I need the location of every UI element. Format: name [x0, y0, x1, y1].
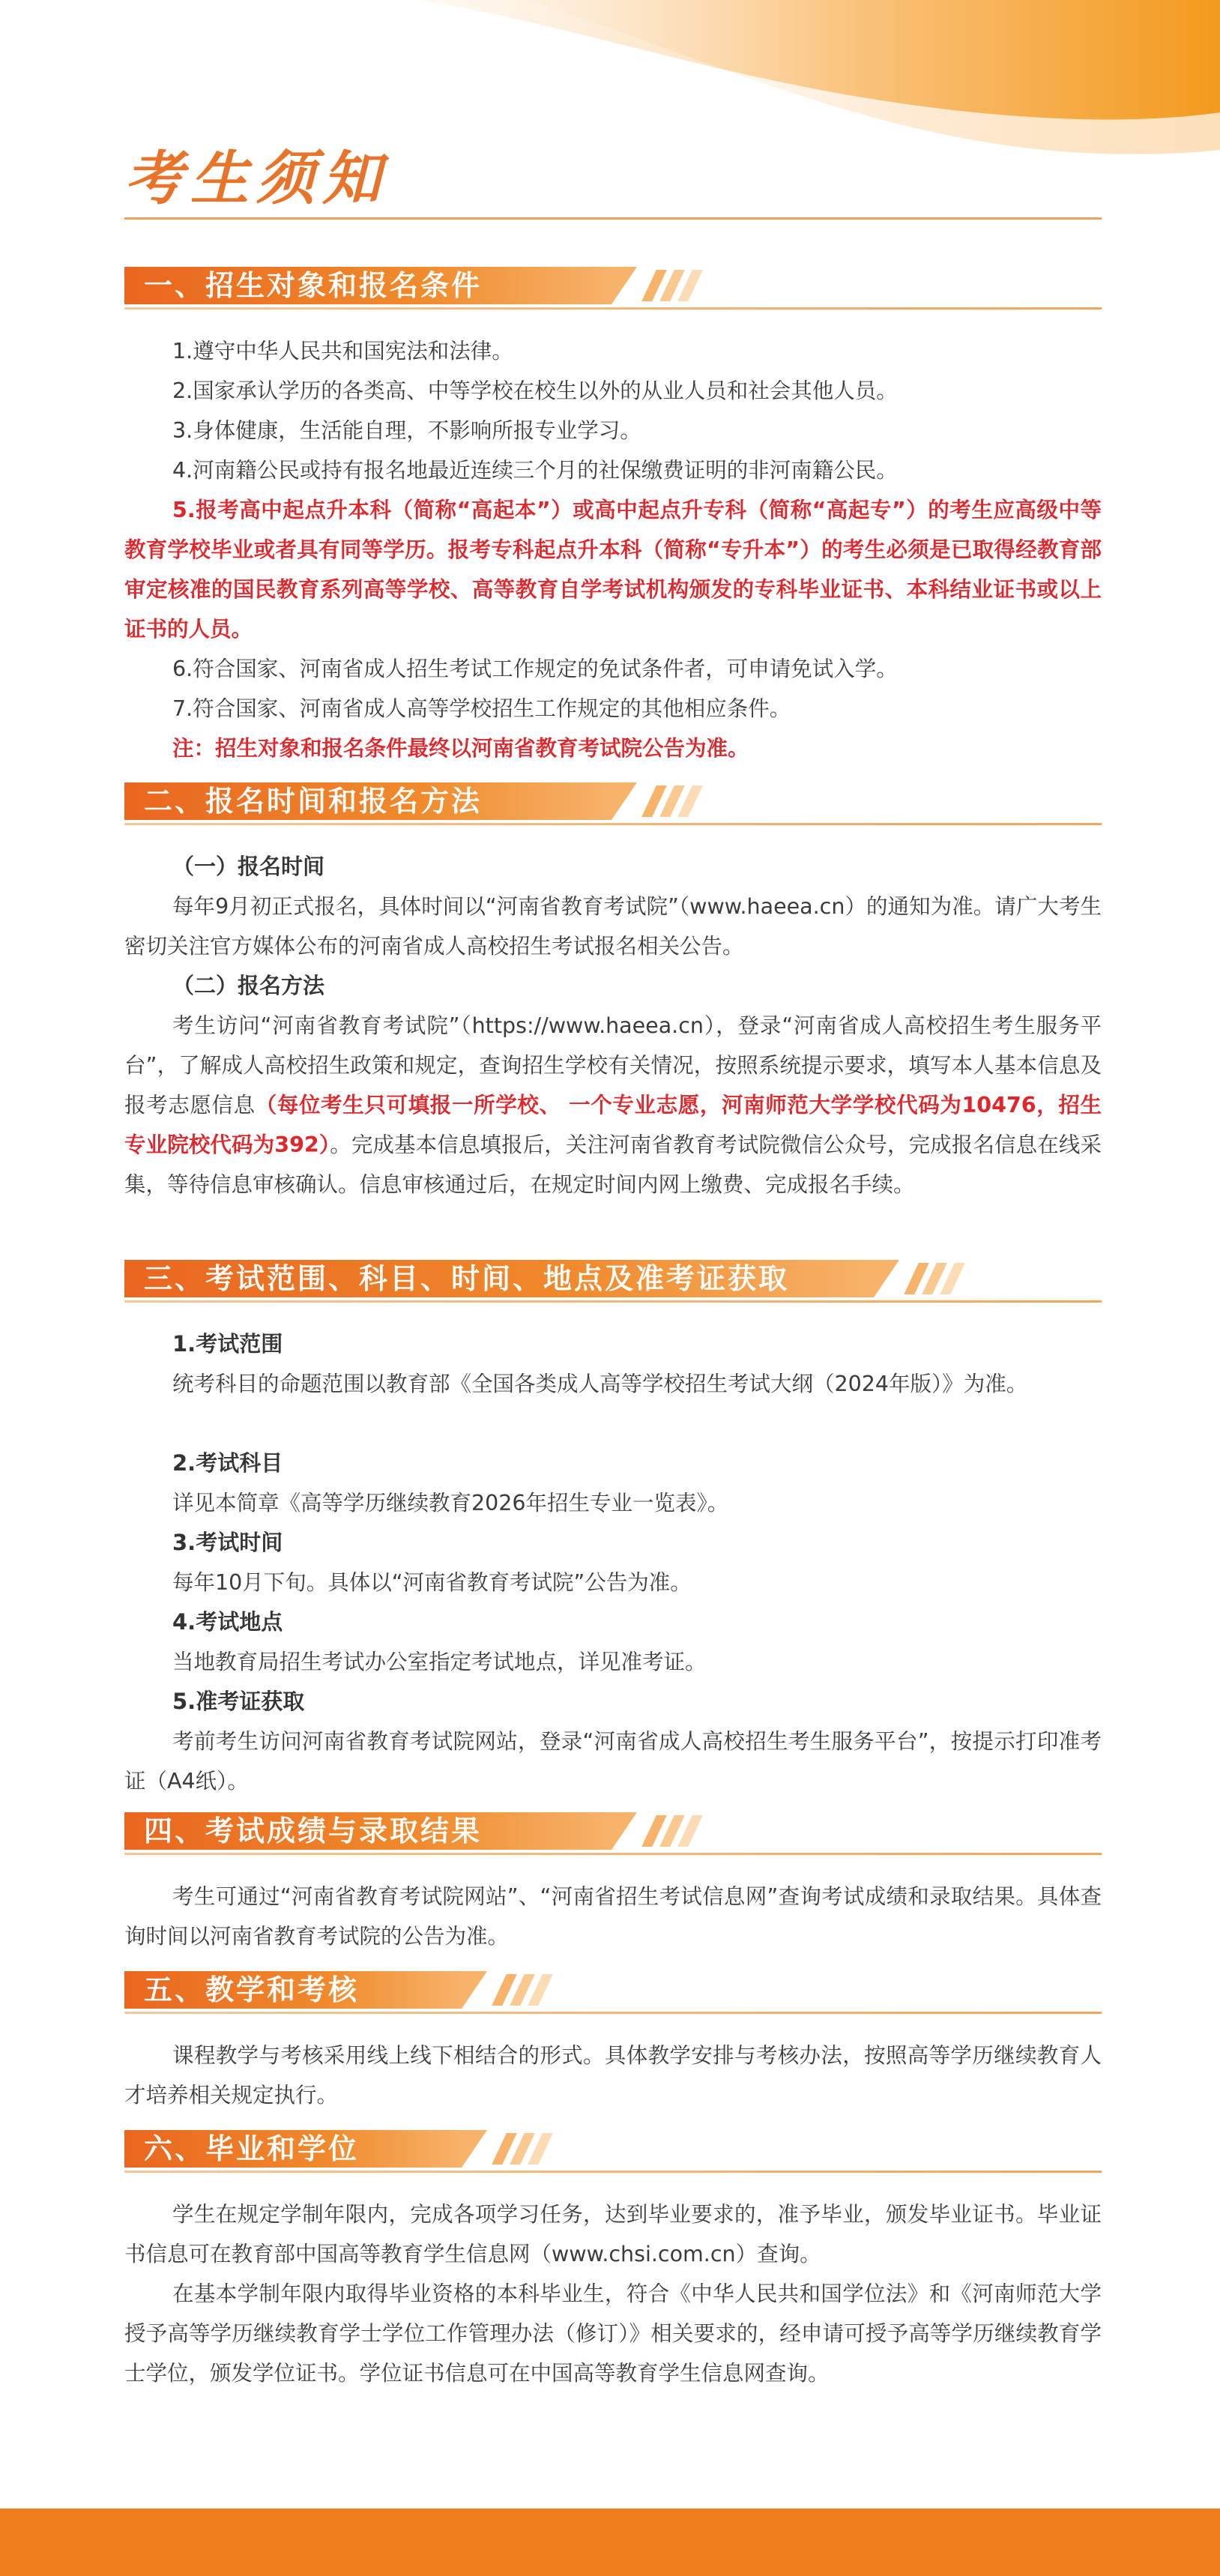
title-divider — [124, 217, 1102, 220]
list-item: 6.符合国家、河南省成人招生考试工作规定的免试条件者，可申请免试入学。 — [172, 657, 898, 681]
paragraph: 当地教育局招生考试办公室指定考试地点，详见准考证。 — [172, 1650, 707, 1674]
paragraph: 课程教学与考核采用线上线下相结合的形式。具体教学安排与考核办法，按照高等学历继续教育人才培养相关规定执行。 — [124, 2043, 1102, 2108]
list-item: 1.遵守中华人民共和国宪法和法律。 — [172, 339, 513, 364]
paragraph: 学生在规定学制年限内，完成各项学习任务，达到毕业要求的，准予毕业，颁发毕业证书。毕业证书信息可在教育部中国高等教育学生信息网（www.chsi.com.cn）查询。 — [124, 2202, 1102, 2266]
list-item: 3.身体健康，生活能自理，不影响所报专业学习。 — [172, 418, 641, 443]
highlight-text: （每位考生只可填报一所学校、 一个专业志愿，河南师范大学学校代码为10476，招生专业院校代码为392） — [124, 1093, 1102, 1157]
subheading: 4.考试地点 — [172, 1609, 283, 1635]
page-title: 考生须知 — [124, 145, 389, 213]
section-heading-label: 五、教学和考核 — [144, 1973, 360, 2006]
subheading: 2.考试科目 — [172, 1450, 283, 1476]
heading-stripes-decoration — [641, 1812, 724, 1850]
section-heading-label: 三、考试范围、科目、时间、地点及准考证获取 — [144, 1262, 790, 1295]
paragraph: 考生可通过“河南省教育考试院网站”、“河南省招生考试信息网”查询考试成绩和录取结果。具体查询时间以河南省教育考试院的公告为准。 — [124, 1884, 1102, 1949]
paragraph: 在基本学制年限内取得毕业资格的本科毕业生，符合《中华人民共和国学位法》和《河南师范大学授予高等学历继续教育学士学位工作管理办法（修订）》相关要求的，经申请可授予高等学历继续教育学士学位，颁发学位证书。学位证书信息可在中国高等教育学生信息网查询。 — [124, 2281, 1102, 2386]
subheading: （一）报名时间 — [172, 854, 325, 879]
heading-stripes-decoration — [492, 2130, 574, 2168]
paragraph: 考前考生访问河南省教育考试院网站，登录“河南省成人高校招生考生服务平台”，按提示打印准考证（A4纸）。 — [124, 1729, 1102, 1794]
subheading: 1.考试范围 — [172, 1331, 283, 1357]
section-heading-label: 四、考试成绩与录取结果 — [144, 1815, 483, 1847]
paragraph: 详见本简章《高等学历继续教育2026年招生专业一览表》。 — [172, 1491, 729, 1515]
subheading: （二）报名方法 — [172, 973, 325, 998]
list-item: 2.国家承认学历的各类高、中等学校在校生以外的从业人员和社会其他人员。 — [172, 378, 898, 403]
heading-stripes-decoration — [641, 782, 724, 820]
paragraph-text: 考生访问“河南省教育考试院”（https://www.haeea.cn），登录“河南省成人高校招生考生服务平台”，了解成人高校招生政策和规定，查询招生学校有关情况，按照系统提示要求，填写本人基本信息及报考志愿信息 — [124, 1013, 1102, 1117]
list-item: 7.符合国家、河南省成人高等学校招生工作规定的其他相应条件。 — [172, 696, 791, 721]
paragraph: 每年10月下旬。具体以“河南省教育考试院”公告为准。 — [172, 1570, 692, 1595]
list-item: 4.河南籍公民或持有报名地最近连续三个月的社保缴费证明的非河南籍公民。 — [172, 458, 898, 483]
paragraph: 每年9月初正式报名，具体时间以“河南省教育考试院”（www.haeea.cn）的通知为准。请广大考生密切关注官方媒体公布的河南省成人高校招生考试报名相关公告。 — [124, 894, 1102, 959]
subheading: 3.考试时间 — [172, 1530, 283, 1555]
section-note: 注：招生对象和报名条件最终以河南省教育考试院公告为准。 — [172, 736, 749, 761]
paragraph-text: 。完成基本信息填报后，关注河南省教育考试院微信公众号，完成报名信息在线采集，等待信息审核确认。信息审核通过后，在规定时间内网上缴费、完成报名手续。 — [124, 1132, 1102, 1197]
section-heading-label: 六、毕业和学位 — [144, 2132, 360, 2165]
subheading: 5.准考证获取 — [172, 1689, 305, 1714]
section-heading-label: 二、报名时间和报名方法 — [144, 785, 483, 818]
heading-stripes-decoration — [904, 1260, 986, 1297]
list-item-highlight: 5.报考高中起点升本科（简称“高起本”）或高中起点升专科（简称“高起专”）的考生应高级中等教育学校毕业或者具有同等学历。报考专科起点升本科（简称“专升本”）的考生必须是已取得经教育部审定核准的国民教育系列高等学校、高等教育自学考试机构颁发的专科毕业证书、本科结业证书或以上证书的人员。 — [124, 498, 1102, 642]
paragraph: 统考科目的命题范围以教育部《全国各类成人高等学校招生考试大纲（2024年版）》为准。 — [172, 1372, 1028, 1396]
section-heading-label: 一、招生对象和报名条件 — [144, 269, 483, 302]
paragraph — [124, 1006, 1102, 1204]
heading-stripes-decoration — [492, 1971, 574, 2009]
footer-bar — [0, 2509, 1220, 2576]
heading-stripes-decoration — [641, 267, 724, 304]
